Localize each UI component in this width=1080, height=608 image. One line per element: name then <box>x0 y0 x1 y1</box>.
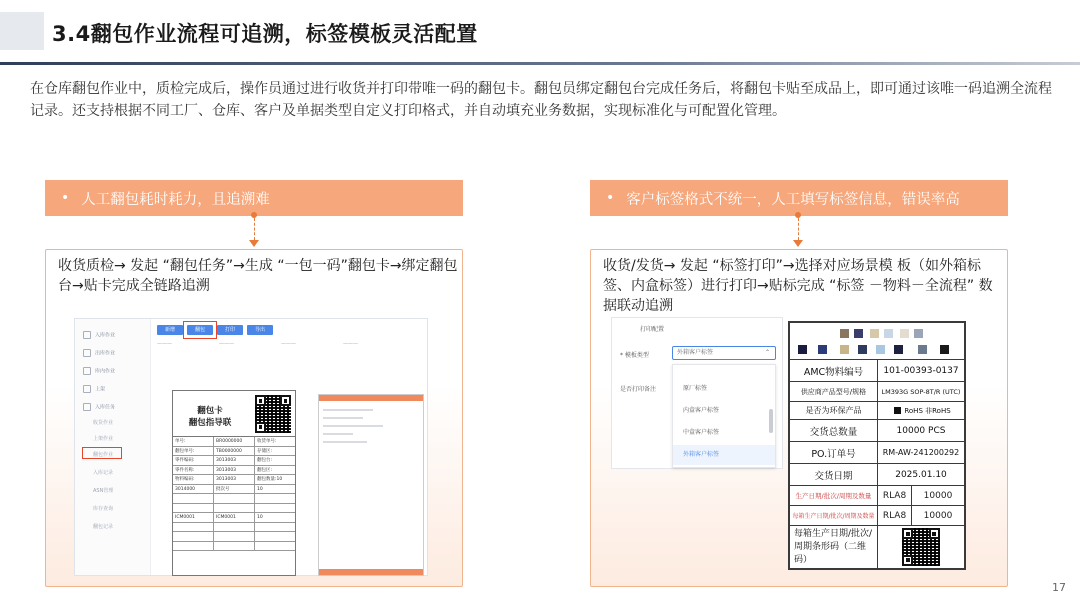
table-cell: 单号: <box>173 437 214 446</box>
qr-finder <box>902 528 913 539</box>
label-value: 101-00393-0137 <box>883 365 959 376</box>
repack-card-title <box>181 405 239 429</box>
table-cell: 翻包区: <box>257 467 273 473</box>
connector-line <box>798 218 799 240</box>
customer-label <box>788 321 966 570</box>
bullet-icon: • <box>606 190 615 206</box>
button-highlight <box>183 321 217 339</box>
table-cell: 翻包台: <box>257 458 273 463</box>
sidebar-highlight <box>82 447 122 459</box>
bullet-icon: • <box>61 190 70 206</box>
color-swatch <box>858 345 867 354</box>
table-cell: ICM0001 <box>214 513 255 522</box>
table-cell: TB0000000 <box>214 447 255 456</box>
label-key: 是否为环保产品 <box>790 402 878 419</box>
color-swatch <box>900 329 909 338</box>
qr-finder <box>929 528 940 539</box>
color-swatch <box>876 345 885 354</box>
dropdown-option[interactable]: 原厂标签 <box>683 385 708 392</box>
sidebar-item: 入库作业 <box>83 331 115 339</box>
qr-code-icon <box>255 395 291 433</box>
label-row <box>790 505 964 525</box>
chevron-up-icon: ⌃ <box>764 349 770 356</box>
progress-steps: ——— ——— ——— ——— <box>157 341 358 347</box>
dropdown-option-selected[interactable]: 外箱客户标签 <box>673 445 775 465</box>
sidebar-item: 出库作业 <box>83 349 115 357</box>
color-swatch <box>818 345 827 354</box>
right-panel-text: 收货/发货→ 发起 “标签打印”→选择对应场景模 板（如外箱标签、内盒标签）进行打印→贴标完成 “标签 －物料－全流程” 数据联动追溯 <box>603 258 993 314</box>
label-row <box>790 463 964 485</box>
label-value-pair <box>878 486 964 505</box>
sidebar-item: 库内作业 <box>83 367 115 375</box>
table-cell <box>173 532 214 541</box>
dropdown-option[interactable]: 内盒客户标签 <box>683 407 720 414</box>
toolbar-button[interactable]: 打印 <box>217 325 243 335</box>
arrow-down-icon <box>249 240 259 247</box>
checkbox-checked-icon <box>894 407 901 414</box>
sidebar-subitem: ASN管理 <box>93 488 114 494</box>
table-cell: 10 <box>257 486 263 492</box>
label-value: 10000 PCS <box>896 425 946 436</box>
template-type-select[interactable] <box>672 346 776 360</box>
table-cell <box>214 532 255 541</box>
card-title-line: 翻包卡 <box>197 406 223 416</box>
qr-finder <box>255 395 266 406</box>
template-dropdown-list <box>672 364 776 468</box>
table-cell <box>173 494 214 503</box>
table-row <box>173 447 295 457</box>
color-swatch <box>884 329 893 338</box>
color-swatch <box>940 345 949 354</box>
label-value: 10000 <box>923 510 953 521</box>
table-cell: 批次号 <box>214 485 255 494</box>
sidebar-subitem: 库存查询 <box>93 506 114 512</box>
qr-finder <box>902 555 913 566</box>
template-type-label: * 模板类型 <box>620 352 649 359</box>
table-cell <box>173 542 214 551</box>
label-row <box>790 485 964 505</box>
preview-line <box>323 417 363 419</box>
color-swatch <box>798 345 807 354</box>
table-cell: 收货单号: <box>257 439 277 444</box>
table-cell <box>255 542 295 551</box>
label-qr-cell <box>878 526 964 568</box>
left-panel <box>45 249 463 587</box>
table-cell <box>173 504 214 513</box>
slide-title: 3.4翻包作业流程可追溯，标签模板灵活配置 <box>52 22 478 46</box>
color-swatch <box>840 345 849 354</box>
color-swatch <box>914 329 923 338</box>
label-row <box>790 441 964 463</box>
sidebar-item: 入库任务 <box>83 403 115 411</box>
color-swatch <box>870 329 879 338</box>
dropdown-scrollbar[interactable] <box>769 409 773 433</box>
label-value: RM-AW-241200292 <box>882 448 960 457</box>
card-title-line: 翻包指导联 <box>188 418 232 428</box>
color-swatch <box>894 345 903 354</box>
page-number: 17 <box>1052 581 1066 594</box>
sidebar-subitem: 翻包记录 <box>93 524 114 530</box>
repack-card-table <box>173 437 295 551</box>
table-cell <box>173 523 214 532</box>
label-row <box>790 419 964 441</box>
right-banner-text: 客户标签格式不统一，人工填写标签信息，错误率高 <box>626 191 960 208</box>
table-row <box>173 475 295 485</box>
print-config-header: 打印配置 <box>640 326 665 333</box>
right-banner <box>590 180 1008 216</box>
title-bar <box>0 0 1080 62</box>
sidebar-subitem: 上架作业 <box>93 436 114 442</box>
table-cell: 3013003 <box>214 456 255 465</box>
table-row <box>173 494 295 504</box>
label-key: AMC物料编号 <box>790 360 878 381</box>
sidebar-item: 上架 <box>83 385 105 393</box>
label-color-strip <box>790 323 964 359</box>
left-banner <box>45 180 463 216</box>
sidebar-subitem: 入库记录 <box>93 470 114 476</box>
table-row <box>173 523 295 533</box>
table-cell <box>214 523 255 532</box>
connector-line <box>254 218 255 240</box>
app-sidebar <box>75 319 151 575</box>
table-cell: BR0000000 <box>214 437 255 446</box>
label-value: RLA8 <box>878 506 912 525</box>
table-row <box>173 466 295 476</box>
label-value: 10000 <box>923 490 953 501</box>
table-row <box>173 513 295 523</box>
table-cell: 3013003 <box>214 475 255 484</box>
left-banner-text: 人工翻包耗时耗力，且追溯难 <box>81 191 270 208</box>
table-row <box>173 532 295 542</box>
sidebar-subitem: 翻包作业 <box>93 452 114 458</box>
label-value-pair <box>878 506 964 525</box>
toolbar-button[interactable]: 新增 <box>157 325 183 335</box>
color-swatch <box>854 329 863 338</box>
preview-line <box>323 441 367 443</box>
title-underline <box>0 62 1080 65</box>
table-cell: 3013003 <box>214 466 255 475</box>
table-row <box>173 437 295 447</box>
table-cell: 存储区: <box>257 448 273 454</box>
repack-card-header <box>173 391 295 437</box>
preview-line <box>323 433 353 435</box>
sidebar-subitem: 收货作业 <box>93 420 114 426</box>
table-row <box>173 542 295 552</box>
table-cell: 零件编码: <box>173 456 214 465</box>
preview-line <box>323 409 373 411</box>
label-key: PO.订单号 <box>790 442 878 463</box>
label-key: 供应商产品型号/规格 <box>790 382 878 401</box>
dropdown-option[interactable]: 中盒客户标签 <box>683 429 720 436</box>
table-row <box>173 504 295 514</box>
title-accent <box>0 12 44 50</box>
table-cell <box>214 542 255 551</box>
table-cell: ICM0001 <box>173 513 214 522</box>
table-cell <box>255 504 295 513</box>
print-remark-label: 是否打印备注 <box>620 386 657 393</box>
qr-finder <box>280 395 291 406</box>
table-cell <box>255 523 295 532</box>
table-cell <box>214 504 255 513</box>
label-key: 每箱生产日期/批次/周期及数量 <box>790 506 878 525</box>
table-cell: 物料编码: <box>173 475 214 484</box>
left-panel-text: 收货质检→ 发起 “翻包任务”→生成 “一包一码”翻包卡→绑定翻包台→贴卡完成全链路追溯 <box>58 258 458 294</box>
toolbar-button[interactable]: 翻包 <box>187 325 213 335</box>
label-value: 2025.01.10 <box>895 469 947 480</box>
color-swatch <box>840 329 849 338</box>
label-row <box>790 525 964 568</box>
print-config-dialog <box>611 317 783 469</box>
intro-paragraph: 在仓库翻包作业中，质检完成后，操作员通过进行收货并打印带唯一码的翻包卡。翻包员绑定翻包台完成任务后，将翻包卡贴至成品上，即可通过该唯一码追溯全流程记录。还支持根据不同工厂、仓库、客户及单据类型自定义打印格式，并自动填充业务数据，实现标准化与可配置化管理。 <box>30 81 1052 119</box>
template-type-value: 外箱客户标签 <box>677 349 714 356</box>
arrow-down-icon <box>793 240 803 247</box>
table-cell <box>255 532 295 541</box>
table-cell: 翻包单号: <box>173 447 214 456</box>
table-cell: 3014000 <box>173 485 214 494</box>
label-key: 每箱生产日期/批次/周期条形码（二维码） <box>790 526 878 568</box>
repack-card <box>172 390 296 576</box>
label-key: 交货总数量 <box>790 420 878 441</box>
toolbar-button[interactable]: 导出 <box>247 325 273 335</box>
preview-footer <box>319 569 423 575</box>
preview-line <box>323 425 383 427</box>
rohs-value <box>878 402 964 419</box>
table-cell <box>214 494 255 503</box>
label-row <box>790 381 964 401</box>
preview-header <box>319 395 423 401</box>
label-key: 生产日期/批次/周期及数量 <box>790 486 878 505</box>
label-row <box>790 359 964 381</box>
label-row <box>790 401 964 419</box>
qr-finder <box>255 422 266 433</box>
table-cell: 10 <box>257 515 263 520</box>
label-value: LM393G SOP-8T/R (UTC) <box>881 387 961 396</box>
color-swatch <box>918 345 927 354</box>
table-cell: 零件名称: <box>173 466 214 475</box>
label-value: RLA8 <box>878 486 912 505</box>
table-row <box>173 485 295 495</box>
label-key: 交货日期 <box>790 464 878 485</box>
print-preview-panel <box>318 394 424 576</box>
right-panel <box>590 249 1008 587</box>
table-cell: 翻包数量:10 <box>257 477 283 482</box>
label-value: RoHS 非RoHS <box>904 406 951 415</box>
table-cell <box>255 494 295 503</box>
table-row <box>173 456 295 466</box>
qr-code-icon <box>902 528 940 566</box>
